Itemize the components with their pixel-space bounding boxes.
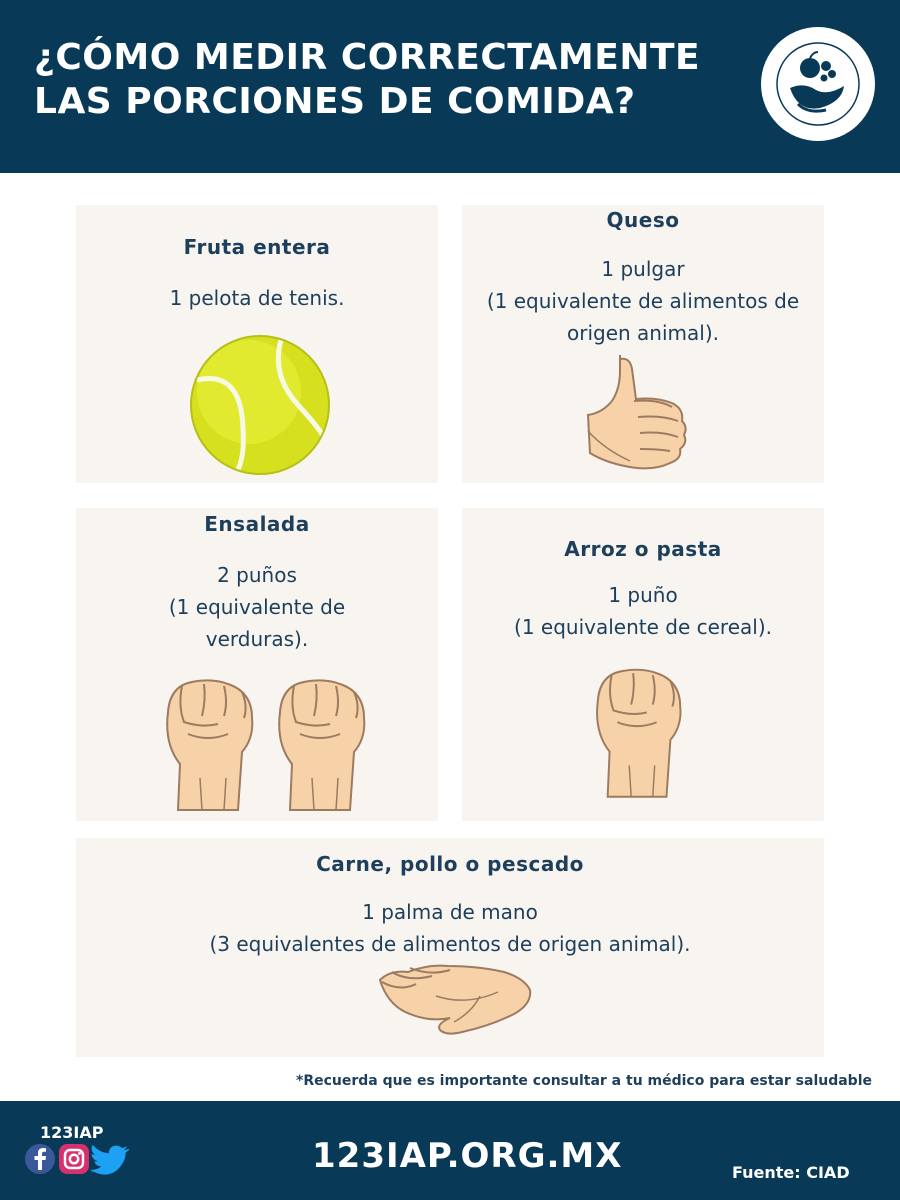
card-description-line1: 1 puño	[608, 583, 678, 607]
card-description-line2: (1 equivalente de alimentos de	[486, 289, 800, 313]
facebook-icon[interactable]	[24, 1143, 56, 1175]
card-description	[76, 559, 438, 655]
card-carne-pollo-pescado	[76, 838, 824, 1057]
card-title: Carne, pollo o pescado	[316, 852, 584, 876]
card-title: Ensalada	[204, 512, 310, 536]
footer-banner	[0, 1101, 900, 1200]
open-palm-icon	[376, 958, 532, 1044]
card-description-line3: verduras).	[205, 627, 309, 651]
twitter-icon[interactable]	[90, 1143, 130, 1175]
card-description	[76, 896, 824, 960]
page-title-line2: LAS PORCIONES DE COMIDA?	[34, 81, 636, 122]
tennis-ball-icon	[189, 334, 331, 476]
fist-icon	[590, 666, 690, 802]
health-disclaimer: *Recuerda que es importante consultar a tu médico para estar saludable	[296, 1073, 872, 1089]
card-title: Fruta entera	[183, 235, 331, 259]
website-url[interactable]: 123IAP.ORG.MX	[312, 1136, 623, 1176]
thumbs-up-icon	[586, 355, 690, 473]
fist-icon	[272, 678, 374, 814]
card-description-line2: (3 equivalentes de alimentos de origen animal).	[209, 932, 691, 956]
card-description-line1: 1 palma de mano	[362, 900, 538, 924]
card-description-line1: 1 pulgar	[601, 257, 685, 281]
card-fruta-entera	[76, 205, 438, 483]
card-description	[76, 282, 438, 314]
social-handle: 123IAP	[40, 1123, 104, 1142]
card-title: Queso	[606, 208, 680, 232]
page-title-line1: ¿CÓMO MEDIR CORRECTAMENTE	[34, 37, 701, 78]
card-queso	[462, 205, 824, 483]
card-description	[462, 579, 824, 643]
card-description-line3: origen animal).	[567, 321, 719, 345]
card-arroz-o-pasta	[462, 508, 824, 821]
card-description-line2: (1 equivalente de cereal).	[514, 615, 772, 639]
card-description	[462, 253, 824, 349]
card-ensalada	[76, 508, 438, 821]
card-description-line2: (1 equivalente de	[168, 595, 346, 619]
card-description-line1: 1 pelota de tenis.	[169, 286, 345, 310]
card-description-line1: 2 puños	[217, 563, 297, 587]
instagram-icon[interactable]	[58, 1143, 90, 1175]
page-title	[34, 36, 734, 124]
fist-icon	[160, 678, 262, 814]
organization-logo	[758, 24, 878, 144]
header-banner	[0, 0, 900, 173]
source-credit: Fuente: CIAD	[732, 1163, 850, 1182]
card-title: Arroz o pasta	[564, 537, 722, 561]
